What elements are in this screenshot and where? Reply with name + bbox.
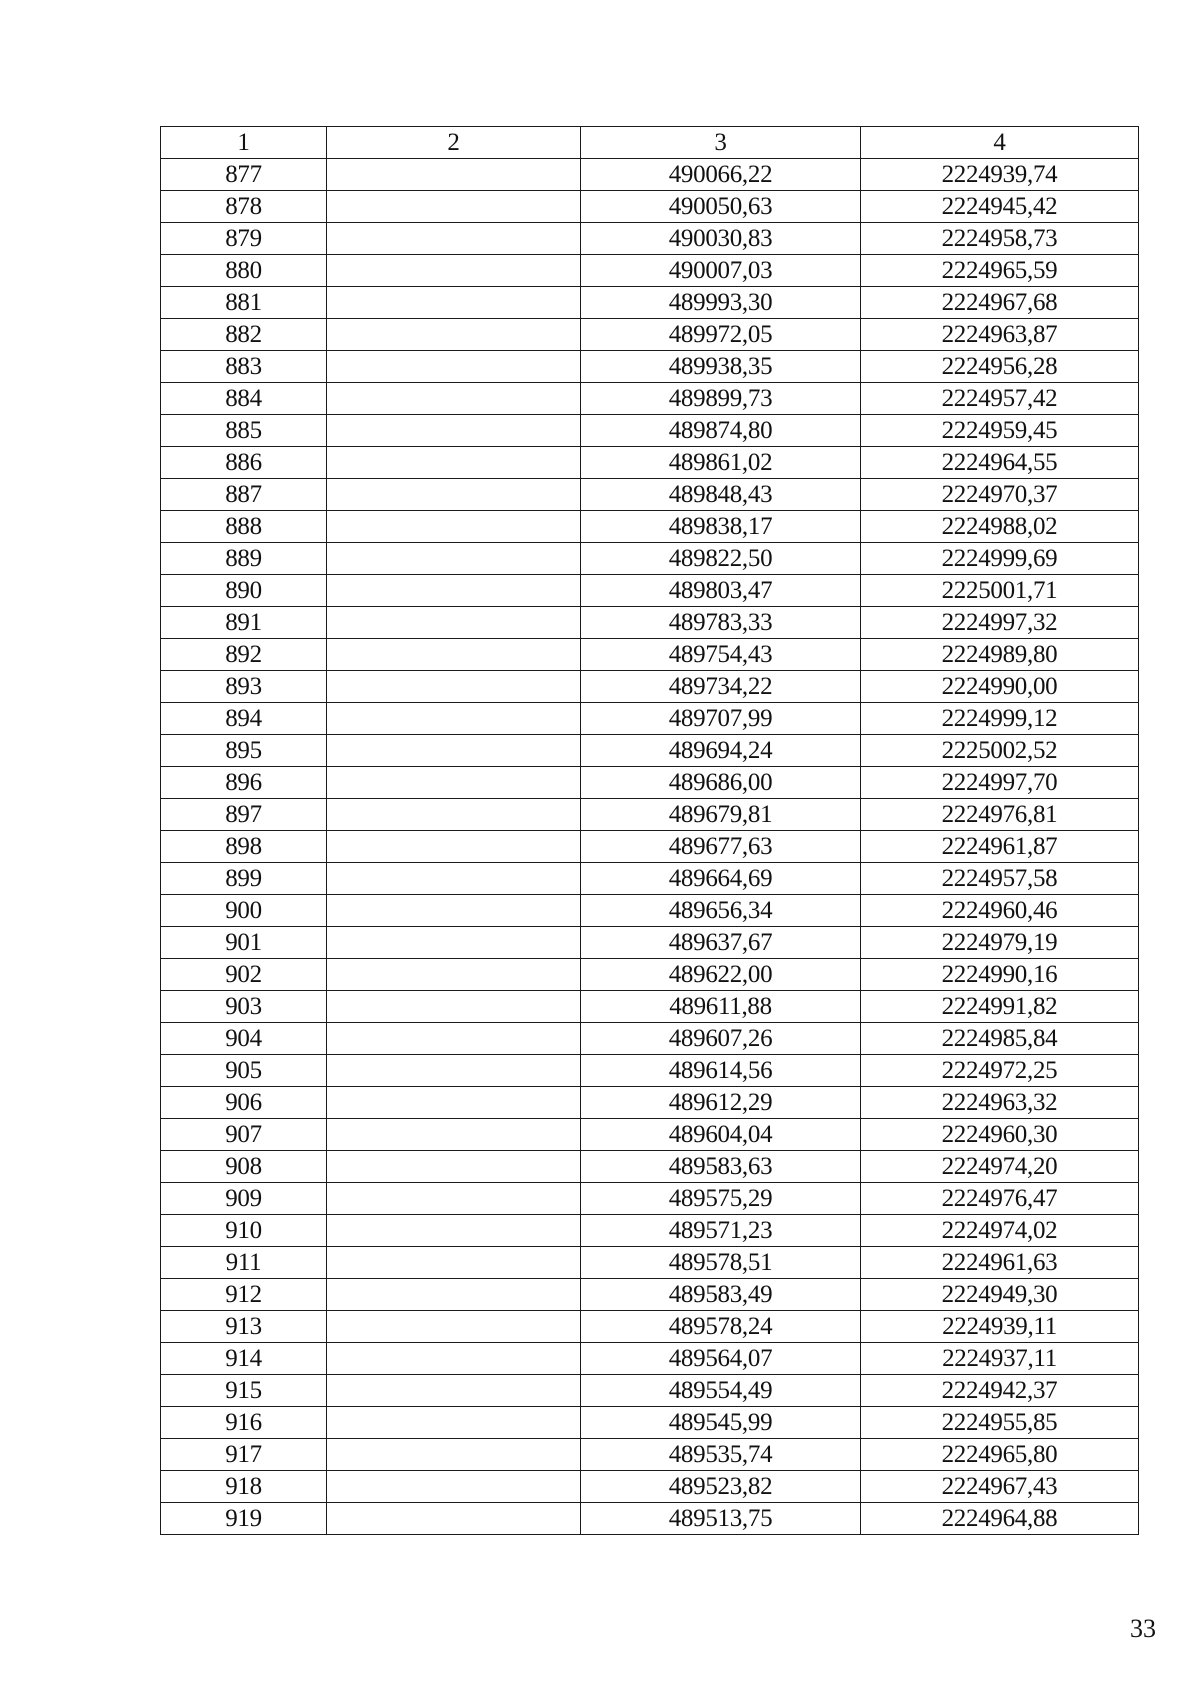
y-coordinate-cell: 2224955,85 bbox=[861, 1407, 1139, 1439]
x-coordinate-cell: 489874,80 bbox=[581, 415, 861, 447]
table-row bbox=[161, 991, 1139, 1023]
table-row bbox=[161, 895, 1139, 927]
table-row bbox=[161, 511, 1139, 543]
y-coordinate-cell: 2225002,52 bbox=[861, 735, 1139, 767]
table-row bbox=[161, 1119, 1139, 1151]
description-cell bbox=[327, 1503, 581, 1535]
y-coordinate-cell: 2224967,43 bbox=[861, 1471, 1139, 1503]
description-cell bbox=[327, 191, 581, 223]
description-cell bbox=[327, 223, 581, 255]
x-coordinate-cell: 489523,82 bbox=[581, 1471, 861, 1503]
x-coordinate-cell: 489571,23 bbox=[581, 1215, 861, 1247]
table-header bbox=[161, 127, 1139, 159]
x-coordinate-cell: 489583,49 bbox=[581, 1279, 861, 1311]
table-row bbox=[161, 1471, 1139, 1503]
y-coordinate-cell: 2224961,63 bbox=[861, 1247, 1139, 1279]
table-row bbox=[161, 607, 1139, 639]
x-coordinate-cell: 489694,24 bbox=[581, 735, 861, 767]
table-row bbox=[161, 703, 1139, 735]
point-number-cell: 878 bbox=[161, 191, 327, 223]
description-cell bbox=[327, 1311, 581, 1343]
x-coordinate-cell: 490050,63 bbox=[581, 191, 861, 223]
point-number-cell: 897 bbox=[161, 799, 327, 831]
y-coordinate-cell: 2224939,74 bbox=[861, 159, 1139, 191]
y-coordinate-cell: 2224979,19 bbox=[861, 927, 1139, 959]
description-cell bbox=[327, 1343, 581, 1375]
table-row bbox=[161, 1055, 1139, 1087]
table-row bbox=[161, 1503, 1139, 1535]
description-cell bbox=[327, 447, 581, 479]
description-cell bbox=[327, 991, 581, 1023]
y-coordinate-cell: 2225001,71 bbox=[861, 575, 1139, 607]
y-coordinate-cell: 2224964,55 bbox=[861, 447, 1139, 479]
description-cell bbox=[327, 767, 581, 799]
y-coordinate-cell: 2224989,80 bbox=[861, 639, 1139, 671]
point-number-cell: 885 bbox=[161, 415, 327, 447]
point-number-cell: 889 bbox=[161, 543, 327, 575]
y-coordinate-cell: 2224949,30 bbox=[861, 1279, 1139, 1311]
y-coordinate-cell: 2224972,25 bbox=[861, 1055, 1139, 1087]
point-number-cell: 892 bbox=[161, 639, 327, 671]
y-coordinate-cell: 2224939,11 bbox=[861, 1311, 1139, 1343]
description-cell bbox=[327, 479, 581, 511]
description-cell bbox=[327, 1407, 581, 1439]
x-coordinate-cell: 489612,29 bbox=[581, 1087, 861, 1119]
description-cell bbox=[327, 1247, 581, 1279]
point-number-cell: 905 bbox=[161, 1055, 327, 1087]
x-coordinate-cell: 489535,74 bbox=[581, 1439, 861, 1471]
y-coordinate-cell: 2224990,16 bbox=[861, 959, 1139, 991]
point-number-cell: 898 bbox=[161, 831, 327, 863]
y-coordinate-cell: 2224937,11 bbox=[861, 1343, 1139, 1375]
y-coordinate-cell: 2224988,02 bbox=[861, 511, 1139, 543]
x-coordinate-cell: 489564,07 bbox=[581, 1343, 861, 1375]
point-number-cell: 902 bbox=[161, 959, 327, 991]
coordinates-table bbox=[160, 126, 1139, 1535]
table-row bbox=[161, 447, 1139, 479]
x-coordinate-cell: 489679,81 bbox=[581, 799, 861, 831]
table-row bbox=[161, 575, 1139, 607]
table-row bbox=[161, 1311, 1139, 1343]
x-coordinate-cell: 489611,88 bbox=[581, 991, 861, 1023]
description-cell bbox=[327, 383, 581, 415]
description-cell bbox=[327, 1215, 581, 1247]
x-coordinate-cell: 489993,30 bbox=[581, 287, 861, 319]
point-number-cell: 888 bbox=[161, 511, 327, 543]
y-coordinate-cell: 2224957,42 bbox=[861, 383, 1139, 415]
description-cell bbox=[327, 1119, 581, 1151]
x-coordinate-cell: 489707,99 bbox=[581, 703, 861, 735]
point-number-cell: 914 bbox=[161, 1343, 327, 1375]
description-cell bbox=[327, 895, 581, 927]
x-coordinate-cell: 489513,75 bbox=[581, 1503, 861, 1535]
x-coordinate-cell: 489622,00 bbox=[581, 959, 861, 991]
point-number-cell: 913 bbox=[161, 1311, 327, 1343]
header-col-4: 4 bbox=[861, 127, 1139, 159]
x-coordinate-cell: 489861,02 bbox=[581, 447, 861, 479]
description-cell bbox=[327, 287, 581, 319]
point-number-cell: 887 bbox=[161, 479, 327, 511]
table-row bbox=[161, 671, 1139, 703]
table-row bbox=[161, 1375, 1139, 1407]
table-row bbox=[161, 1215, 1139, 1247]
y-coordinate-cell: 2224999,12 bbox=[861, 703, 1139, 735]
description-cell bbox=[327, 1023, 581, 1055]
header-col-2: 2 bbox=[327, 127, 581, 159]
x-coordinate-cell: 489938,35 bbox=[581, 351, 861, 383]
description-cell bbox=[327, 159, 581, 191]
table-row bbox=[161, 1151, 1139, 1183]
x-coordinate-cell: 489848,43 bbox=[581, 479, 861, 511]
x-coordinate-cell: 489583,63 bbox=[581, 1151, 861, 1183]
point-number-cell: 901 bbox=[161, 927, 327, 959]
description-cell bbox=[327, 543, 581, 575]
x-coordinate-cell: 489677,63 bbox=[581, 831, 861, 863]
table-row bbox=[161, 383, 1139, 415]
description-cell bbox=[327, 1151, 581, 1183]
point-number-cell: 895 bbox=[161, 735, 327, 767]
header-col-1: 1 bbox=[161, 127, 327, 159]
y-coordinate-cell: 2224959,45 bbox=[861, 415, 1139, 447]
y-coordinate-cell: 2224976,81 bbox=[861, 799, 1139, 831]
description-cell bbox=[327, 1279, 581, 1311]
table-row bbox=[161, 1343, 1139, 1375]
point-number-cell: 903 bbox=[161, 991, 327, 1023]
y-coordinate-cell: 2224963,32 bbox=[861, 1087, 1139, 1119]
description-cell bbox=[327, 1087, 581, 1119]
table-row bbox=[161, 223, 1139, 255]
table-row bbox=[161, 159, 1139, 191]
table-row bbox=[161, 319, 1139, 351]
description-cell bbox=[327, 671, 581, 703]
y-coordinate-cell: 2224985,84 bbox=[861, 1023, 1139, 1055]
x-coordinate-cell: 489637,67 bbox=[581, 927, 861, 959]
description-cell bbox=[327, 575, 581, 607]
table-row bbox=[161, 735, 1139, 767]
x-coordinate-cell: 489604,04 bbox=[581, 1119, 861, 1151]
y-coordinate-cell: 2224991,82 bbox=[861, 991, 1139, 1023]
description-cell bbox=[327, 1183, 581, 1215]
table-row bbox=[161, 1023, 1139, 1055]
table-row bbox=[161, 1183, 1139, 1215]
description-cell bbox=[327, 607, 581, 639]
y-coordinate-cell: 2224970,37 bbox=[861, 479, 1139, 511]
point-number-cell: 896 bbox=[161, 767, 327, 799]
table-row bbox=[161, 287, 1139, 319]
x-coordinate-cell: 489754,43 bbox=[581, 639, 861, 671]
table-body bbox=[161, 159, 1139, 1535]
y-coordinate-cell: 2224976,47 bbox=[861, 1183, 1139, 1215]
point-number-cell: 912 bbox=[161, 1279, 327, 1311]
description-cell bbox=[327, 1439, 581, 1471]
y-coordinate-cell: 2224967,68 bbox=[861, 287, 1139, 319]
x-coordinate-cell: 490066,22 bbox=[581, 159, 861, 191]
y-coordinate-cell: 2224999,69 bbox=[861, 543, 1139, 575]
point-number-cell: 909 bbox=[161, 1183, 327, 1215]
x-coordinate-cell: 489578,24 bbox=[581, 1311, 861, 1343]
point-number-cell: 906 bbox=[161, 1087, 327, 1119]
description-cell bbox=[327, 1375, 581, 1407]
point-number-cell: 908 bbox=[161, 1151, 327, 1183]
table-row bbox=[161, 351, 1139, 383]
y-coordinate-cell: 2224942,37 bbox=[861, 1375, 1139, 1407]
x-coordinate-cell: 489734,22 bbox=[581, 671, 861, 703]
y-coordinate-cell: 2224956,28 bbox=[861, 351, 1139, 383]
header-col-3: 3 bbox=[581, 127, 861, 159]
y-coordinate-cell: 2224997,32 bbox=[861, 607, 1139, 639]
point-number-cell: 910 bbox=[161, 1215, 327, 1247]
table-row bbox=[161, 1279, 1139, 1311]
table-row bbox=[161, 255, 1139, 287]
table-row bbox=[161, 799, 1139, 831]
point-number-cell: 879 bbox=[161, 223, 327, 255]
y-coordinate-cell: 2224960,46 bbox=[861, 895, 1139, 927]
table-row bbox=[161, 863, 1139, 895]
description-cell bbox=[327, 703, 581, 735]
x-coordinate-cell: 490007,03 bbox=[581, 255, 861, 287]
point-number-cell: 904 bbox=[161, 1023, 327, 1055]
point-number-cell: 891 bbox=[161, 607, 327, 639]
table-row bbox=[161, 767, 1139, 799]
table-row bbox=[161, 1087, 1139, 1119]
y-coordinate-cell: 2224974,02 bbox=[861, 1215, 1139, 1247]
x-coordinate-cell: 489972,05 bbox=[581, 319, 861, 351]
point-number-cell: 911 bbox=[161, 1247, 327, 1279]
point-number-cell: 893 bbox=[161, 671, 327, 703]
y-coordinate-cell: 2224997,70 bbox=[861, 767, 1139, 799]
point-number-cell: 883 bbox=[161, 351, 327, 383]
table-row bbox=[161, 1407, 1139, 1439]
description-cell bbox=[327, 1055, 581, 1087]
y-coordinate-cell: 2224990,00 bbox=[861, 671, 1139, 703]
description-cell bbox=[327, 831, 581, 863]
description-cell bbox=[327, 735, 581, 767]
x-coordinate-cell: 489656,34 bbox=[581, 895, 861, 927]
table-row bbox=[161, 1439, 1139, 1471]
y-coordinate-cell: 2224965,80 bbox=[861, 1439, 1139, 1471]
point-number-cell: 880 bbox=[161, 255, 327, 287]
point-number-cell: 886 bbox=[161, 447, 327, 479]
y-coordinate-cell: 2224963,87 bbox=[861, 319, 1139, 351]
description-cell bbox=[327, 639, 581, 671]
point-number-cell: 877 bbox=[161, 159, 327, 191]
x-coordinate-cell: 489822,50 bbox=[581, 543, 861, 575]
y-coordinate-cell: 2224945,42 bbox=[861, 191, 1139, 223]
y-coordinate-cell: 2224960,30 bbox=[861, 1119, 1139, 1151]
y-coordinate-cell: 2224965,59 bbox=[861, 255, 1139, 287]
table-row bbox=[161, 639, 1139, 671]
description-cell bbox=[327, 351, 581, 383]
y-coordinate-cell: 2224957,58 bbox=[861, 863, 1139, 895]
point-number-cell: 899 bbox=[161, 863, 327, 895]
point-number-cell: 890 bbox=[161, 575, 327, 607]
table-row bbox=[161, 927, 1139, 959]
description-cell bbox=[327, 1471, 581, 1503]
description-cell bbox=[327, 959, 581, 991]
x-coordinate-cell: 489545,99 bbox=[581, 1407, 861, 1439]
point-number-cell: 918 bbox=[161, 1471, 327, 1503]
table-row bbox=[161, 415, 1139, 447]
point-number-cell: 915 bbox=[161, 1375, 327, 1407]
point-number-cell: 894 bbox=[161, 703, 327, 735]
x-coordinate-cell: 489803,47 bbox=[581, 575, 861, 607]
x-coordinate-cell: 489575,29 bbox=[581, 1183, 861, 1215]
x-coordinate-cell: 489578,51 bbox=[581, 1247, 861, 1279]
y-coordinate-cell: 2224964,88 bbox=[861, 1503, 1139, 1535]
x-coordinate-cell: 489614,56 bbox=[581, 1055, 861, 1087]
table-row bbox=[161, 831, 1139, 863]
y-coordinate-cell: 2224974,20 bbox=[861, 1151, 1139, 1183]
x-coordinate-cell: 489607,26 bbox=[581, 1023, 861, 1055]
point-number-cell: 900 bbox=[161, 895, 327, 927]
point-number-cell: 882 bbox=[161, 319, 327, 351]
description-cell bbox=[327, 319, 581, 351]
point-number-cell: 917 bbox=[161, 1439, 327, 1471]
description-cell bbox=[327, 799, 581, 831]
point-number-cell: 907 bbox=[161, 1119, 327, 1151]
x-coordinate-cell: 489554,49 bbox=[581, 1375, 861, 1407]
table-row bbox=[161, 479, 1139, 511]
x-coordinate-cell: 490030,83 bbox=[581, 223, 861, 255]
x-coordinate-cell: 489686,00 bbox=[581, 767, 861, 799]
point-number-cell: 916 bbox=[161, 1407, 327, 1439]
table-row bbox=[161, 959, 1139, 991]
point-number-cell: 919 bbox=[161, 1503, 327, 1535]
x-coordinate-cell: 489664,69 bbox=[581, 863, 861, 895]
point-number-cell: 881 bbox=[161, 287, 327, 319]
point-number-cell: 884 bbox=[161, 383, 327, 415]
header-row bbox=[161, 127, 1139, 159]
description-cell bbox=[327, 511, 581, 543]
description-cell bbox=[327, 255, 581, 287]
page-number: 33 bbox=[1130, 1614, 1156, 1643]
table-row bbox=[161, 1247, 1139, 1279]
x-coordinate-cell: 489899,73 bbox=[581, 383, 861, 415]
y-coordinate-cell: 2224958,73 bbox=[861, 223, 1139, 255]
description-cell bbox=[327, 863, 581, 895]
table-row bbox=[161, 543, 1139, 575]
x-coordinate-cell: 489783,33 bbox=[581, 607, 861, 639]
description-cell bbox=[327, 415, 581, 447]
description-cell bbox=[327, 927, 581, 959]
x-coordinate-cell: 489838,17 bbox=[581, 511, 861, 543]
y-coordinate-cell: 2224961,87 bbox=[861, 831, 1139, 863]
table-row bbox=[161, 191, 1139, 223]
